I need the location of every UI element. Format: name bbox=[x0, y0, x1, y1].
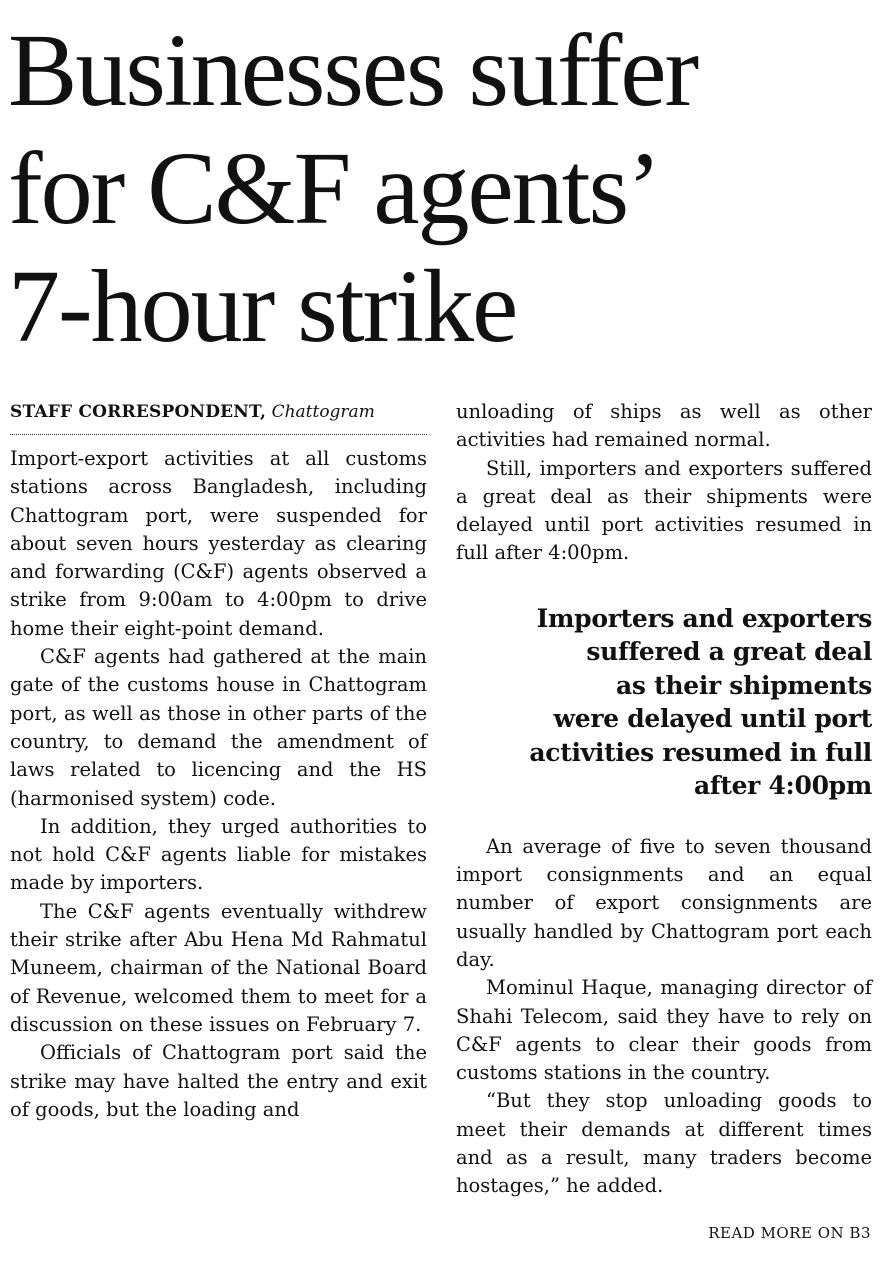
article-paragraph: The C&F agents eventually withdrew their strike after Abu Hena Md Rahmatul Muneem, chairman of the National Board of Revenue, welcomed them to meet for a discussion on these issues on February 7. bbox=[10, 899, 427, 1036]
article-paragraph: unloading of ships as well as other activities had remained normal. bbox=[456, 400, 872, 452]
article-paragraph: “But they stop unloading goods to meet their demands at different times and as a result, many traders become hostages,” he added. bbox=[456, 1089, 872, 1198]
headline-line: 7-hour strike bbox=[8, 249, 517, 364]
article-paragraph: Still, importers and exporters suffered a great deal as their shipments were delayed until port activities resumed in full after 4:00pm. bbox=[456, 456, 872, 565]
pull-quote-line: were delayed until port bbox=[553, 704, 872, 734]
byline-divider bbox=[10, 434, 427, 435]
pull-quote-line: after 4:00pm bbox=[693, 771, 872, 801]
pull-quote bbox=[456, 602, 872, 803]
article-paragraph: Officials of Chattogram port said the strike may have halted the entry and exit of goods, but the loading and bbox=[10, 1041, 427, 1121]
article-paragraph: In addition, they urged authorities to not hold C&F agents liable for mistakes made by importers. bbox=[10, 814, 427, 895]
article-paragraph: C&F agents had gathered at the main gate of the customs house in Chattogram port, as well as those in other parts of the country, to demand the amendment of laws related to licencing and the HS (harmonised system) code. bbox=[10, 645, 427, 810]
article-paragraph: An average of five to seven thousand import consignments and an equal number of export consignments are usually handled by Chattogram port each day. bbox=[456, 834, 872, 971]
pull-quote-line: as their shipments bbox=[616, 670, 872, 700]
article-column-left bbox=[10, 398, 427, 1124]
article-paragraph: Import-export activities at all customs stations across Bangladesh, including Chattogram port, were suspended for about seven hours yesterday as clearing and forwarding (C&F) agents observed a strike from 9:00am to 4:00pm to drive home their eight-point demand. bbox=[10, 447, 427, 640]
headline-line: Businesses suffer bbox=[8, 13, 698, 128]
pull-quote-line: Importers and exporters bbox=[536, 603, 872, 633]
byline bbox=[10, 398, 427, 426]
read-more-link[interactable]: READ MORE ON B3 bbox=[708, 1224, 871, 1242]
headline-line: for C&F agents’ bbox=[8, 131, 660, 246]
byline-author: STAFF CORRESPONDENT, bbox=[10, 402, 267, 422]
article-column-right bbox=[456, 398, 872, 1201]
headline bbox=[8, 12, 878, 366]
byline-location: Chattogram bbox=[271, 402, 375, 422]
article-paragraph: Mominul Haque, managing director of Shahi Telecom, said they have to rely on C&F agents to clear their goods from customs stations in the country. bbox=[456, 976, 872, 1085]
pull-quote-line: activities resumed in full bbox=[529, 737, 872, 767]
pull-quote-line: suffered a great deal bbox=[586, 637, 872, 667]
